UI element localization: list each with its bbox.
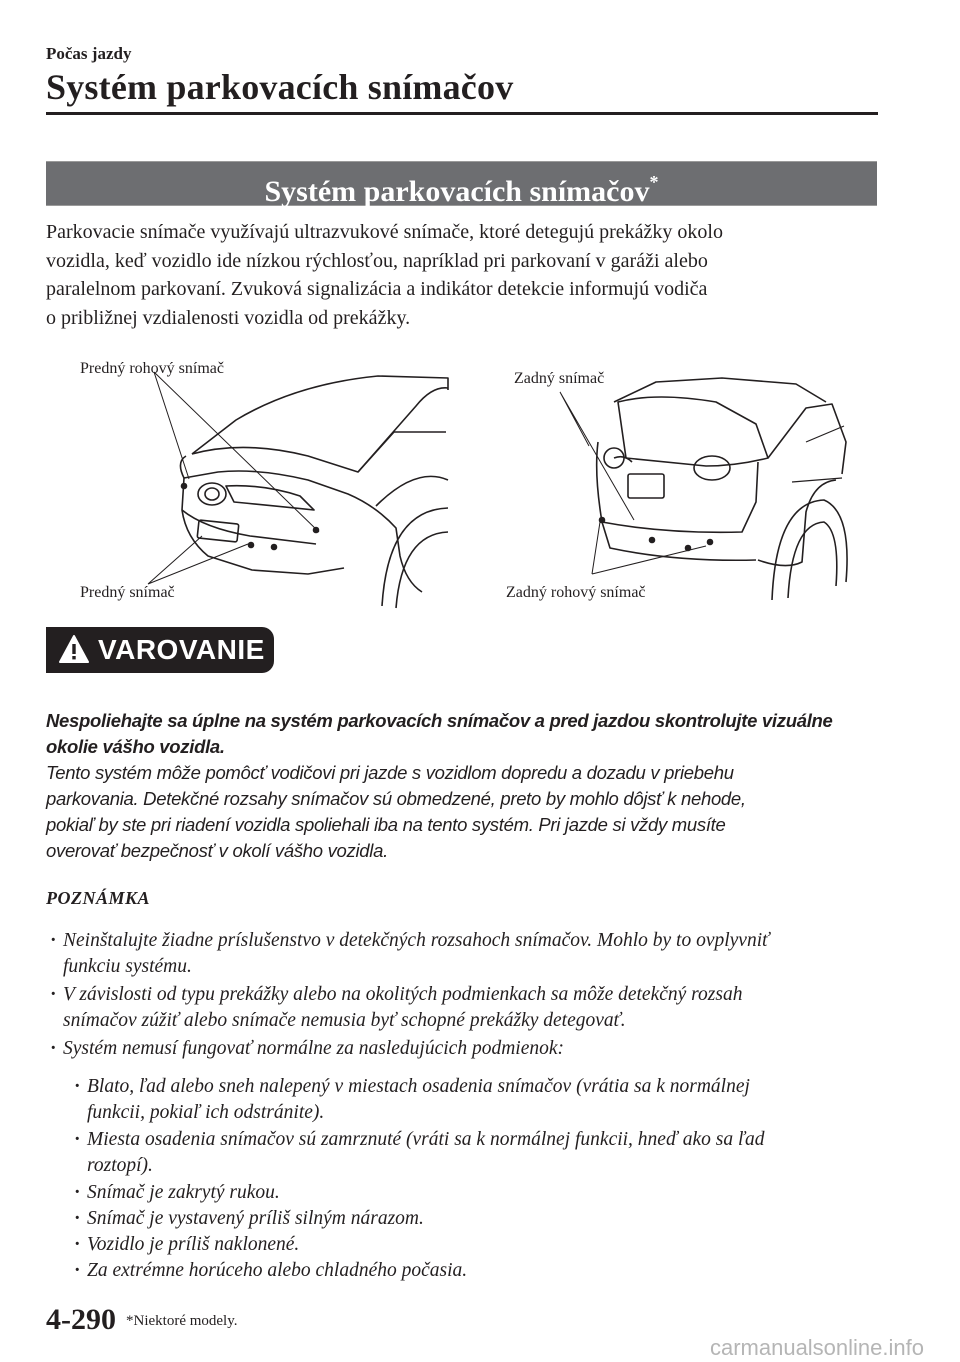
front-car-illustration [76,360,460,610]
front-car-drawing [76,360,460,610]
note-line: snímačov zúžiť alebo snímače nemusia byť schopné prekážky detegovať. [63,1009,626,1031]
note-subitem: · Miesta osadenia snímačov sú zamrznuté (vráti sa k normálnej funkcii, hneď ako sa ľad roztopí). [87,1127,765,1178]
watermark: carmanualsonline.info [709,1335,924,1360]
note-line: Neinštalujte žiadne príslušenstvo v detekčných rozsahoch snímačov. Mohlo by to ovplyvniť [63,930,770,951]
warning-bold-line: okolie vášho vozidla. [46,736,225,757]
note-line: Vozidlo je príliš naklonené. [87,1234,300,1255]
warning-badge [46,627,274,673]
footnote: *Niektoré modely. [126,1313,238,1329]
note-subitem: · Snímač je zakrytý rukou. [87,1180,280,1206]
title-divider [46,112,878,115]
front-sensor-label: Predný snímač [80,584,175,601]
note-line: Snímač je zakrytý rukou. [87,1182,280,1203]
intro-paragraph [46,218,846,332]
note-item: · Systém nemusí fungovať normálne za nasledujúcich podmienok: [63,1036,564,1062]
note-line: Snímač je vystavený príliš silným nárazom. [87,1208,424,1229]
note-line: Systém nemusí fungovať normálne za nasledujúcich podmienok: [63,1038,565,1059]
note-item: · Neinštalujte žiadne príslušenstvo v detekčných rozsahoch snímačov. Mohlo by to ovplyvniť funkciu systému. [63,928,769,979]
warning-body [46,708,886,864]
warning-line: parkovania. Detekčné rozsahy snímačov sú obmedzené, preto by mohlo dôjsť k nehode, [46,788,746,809]
section-asterisk: * [649,172,659,192]
note-line: V závislosti od typu prekážky alebo na okolitých podmienkach sa môže detekčný rozsah [63,984,743,1005]
note-line: Miesta osadenia snímačov sú zamrznuté (vráti sa k normálnej funkcii, hneď ako sa ľad [87,1129,765,1150]
warning-label: VAROVANIE [98,634,265,665]
rear-car-drawing [506,362,866,612]
warning-line: overovať bezpečnosť v okolí vášho vozidla. [46,840,388,861]
note-line: funkciu systému. [63,955,192,977]
intro-line: vozidla, keď vozidlo ide nízkou rýchlosťou, napríklad pri parkovaní v garáži alebo [46,249,708,272]
note-line: Blato, ľad alebo sneh nalepený v miestach osadenia snímačov (vrátia sa k normálnej [87,1076,750,1097]
note-subitem: · Za extrémne horúceho alebo chladného počasia. [87,1258,467,1284]
intro-line: paralelnom parkovaní. Zvuková signalizácia a indikátor detekcie informujú vodiča [46,278,708,300]
warning-triangle-icon [58,634,90,664]
note-subitem: · Blato, ľad alebo sneh nalepený v miestach osadenia snímačov (vrátia sa k normálnej funkcii, pokiaľ ich odstránite). [87,1074,750,1125]
page-number: 4-290 [46,1303,116,1336]
note-line: funkcii, pokiaľ ich odstránite). [87,1101,325,1123]
intro-line: Parkovacie snímače využívajú ultrazvukové snímače, ktoré detegujú prekážky okolo [46,221,723,243]
note-line: Za extrémne horúceho alebo chladného počasia. [87,1260,468,1281]
warning-bold-line: Nespoliehajte sa úplne na systém parkovacích snímačov a pred jazdou skontrolujte vizuálne [46,710,833,731]
note-item: · V závislosti od typu prekážky alebo na okolitých podmienkach sa môže detekčný rozsah snímačov zúžiť alebo snímače nemusia byť schopné prekážky detegovať. [63,982,742,1033]
note-subitem: · Vozidlo je príliš naklonené. [87,1232,299,1258]
intro-line: o približnej vzdialenosti vozidla od prekážky. [46,306,411,329]
rear-corner-sensor-label: Zadný rohový snímač [506,584,646,601]
note-line: roztopí). [87,1154,153,1176]
section-title: Systém parkovacích snímačov [264,175,650,208]
chapter-label: Počas jazdy [46,44,132,63]
warning-line: Tento systém môže pomôcť vodičovi pri jazde s vozidlom dopredu a dozadu v priebehu [46,762,734,783]
rear-car-illustration [506,362,866,612]
note-title: POZNÁMKA [46,888,151,908]
page-title: Systém parkovacích snímačov [46,67,514,107]
rear-sensor-label: Zadný snímač [514,370,605,387]
front-corner-sensor-label: Predný rohový snímač [80,360,224,377]
note-subitem: · Snímač je vystavený príliš silným nárazom. [87,1206,424,1232]
warning-line: pokiaľ by ste pri riadení vozidla spoliehali iba na tento systém. Pri jazde si vždy musíte [46,814,726,835]
section-banner [46,161,877,206]
